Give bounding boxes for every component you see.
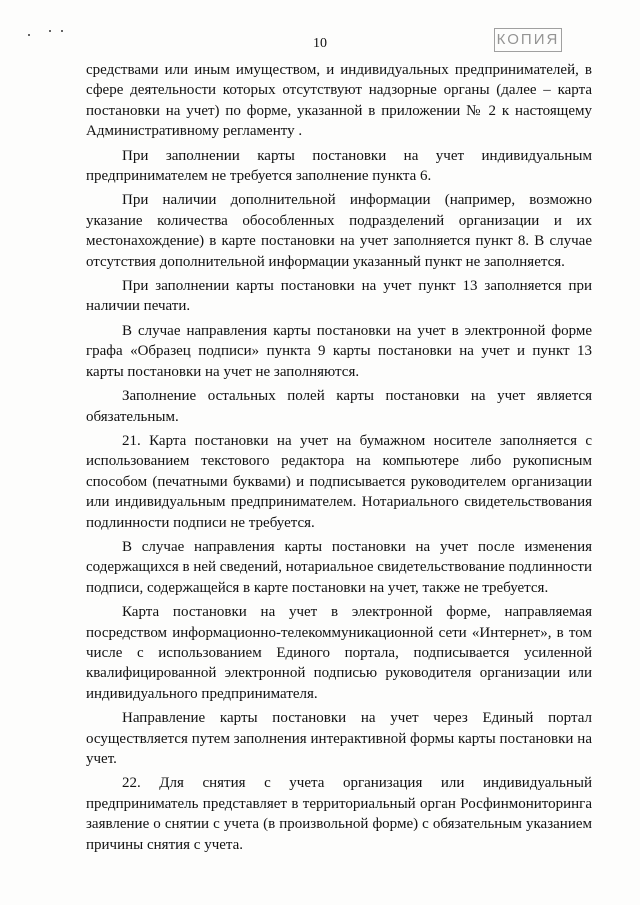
scan-speck [61, 30, 63, 32]
paragraph: При заполнении карты постановки на учет индивидуальным предпринимателем не требуется заполнение пункта 6. [86, 147, 592, 185]
paragraph-item-21: 21. Карта постановки на учет на бумажном носителе заполняется с использованием текстового редактора на компьютере либо рукописным способом (печатными буквами) и подписывается руководителем организации или индивидуальным предпринимателем. Нотариального свидетельствования подлинности подписи не требуется. [86, 432, 592, 531]
paragraph: В случае направления карты постановки на учет в электронной форме графа «Образец подписи» пункта 9 карты постановки на учет и пункт 13 карты постановки на учет не заполняются. [86, 322, 592, 380]
paragraph: Заполнение остальных полей карты постановки на учет является обязательным. [86, 388, 592, 425]
paragraph: При наличии дополнительной информации (например, возможно указание количества обособленных подразделений организации и их местонахождение) в карте постановки на учет заполняется пункт 8. В случае отсутствия дополнительной информации указанный пункт не заполняется. [86, 192, 592, 270]
copy-stamp: КОПИЯ [494, 28, 562, 52]
paragraph-continuation: средствами или иным имуществом, и индивидуальных предпринимателей, в сфере деятельности которых отсутствуют надзорные органы (далее – карта постановки на учет) по форме, указанной в приложении № 2 к настоящему Административному регламенту . [86, 62, 592, 140]
paragraph: Направление карты постановки на учет через Единый портал осуществляется путем заполнения интерактивной формы карты постановки на учет. [86, 710, 592, 767]
paragraph: При заполнении карты постановки на учет пункт 13 заполняется при наличии печати. [86, 278, 592, 315]
body-text [86, 60, 592, 855]
scan-speck [49, 30, 51, 32]
page-number: 10 [313, 36, 327, 51]
paragraph: В случае направления карты постановки на учет после изменения содержащихся в ней сведений, нотариальное свидетельствование подлинности подписи, содержащейся в карте постановки на учет, также не требуется. [86, 538, 592, 596]
paragraph-item-22: 22. Для снятия с учета организация или индивидуальный предприниматель представляет в территориальный орган Росфинмониторинга заявление о снятии с учета (в произвольной форме) с обязательным указанием причины снятия с учета. [86, 775, 592, 853]
paragraph: Карта постановки на учет в электронной форме, направляемая посредством информационно-телекоммуникационной сети «Интернет», в том числе с использованием Единого портала, подписывается усиленной квалифицированной электронной подписью руководителя организации или индивидуального предпринимателя. [86, 604, 592, 702]
